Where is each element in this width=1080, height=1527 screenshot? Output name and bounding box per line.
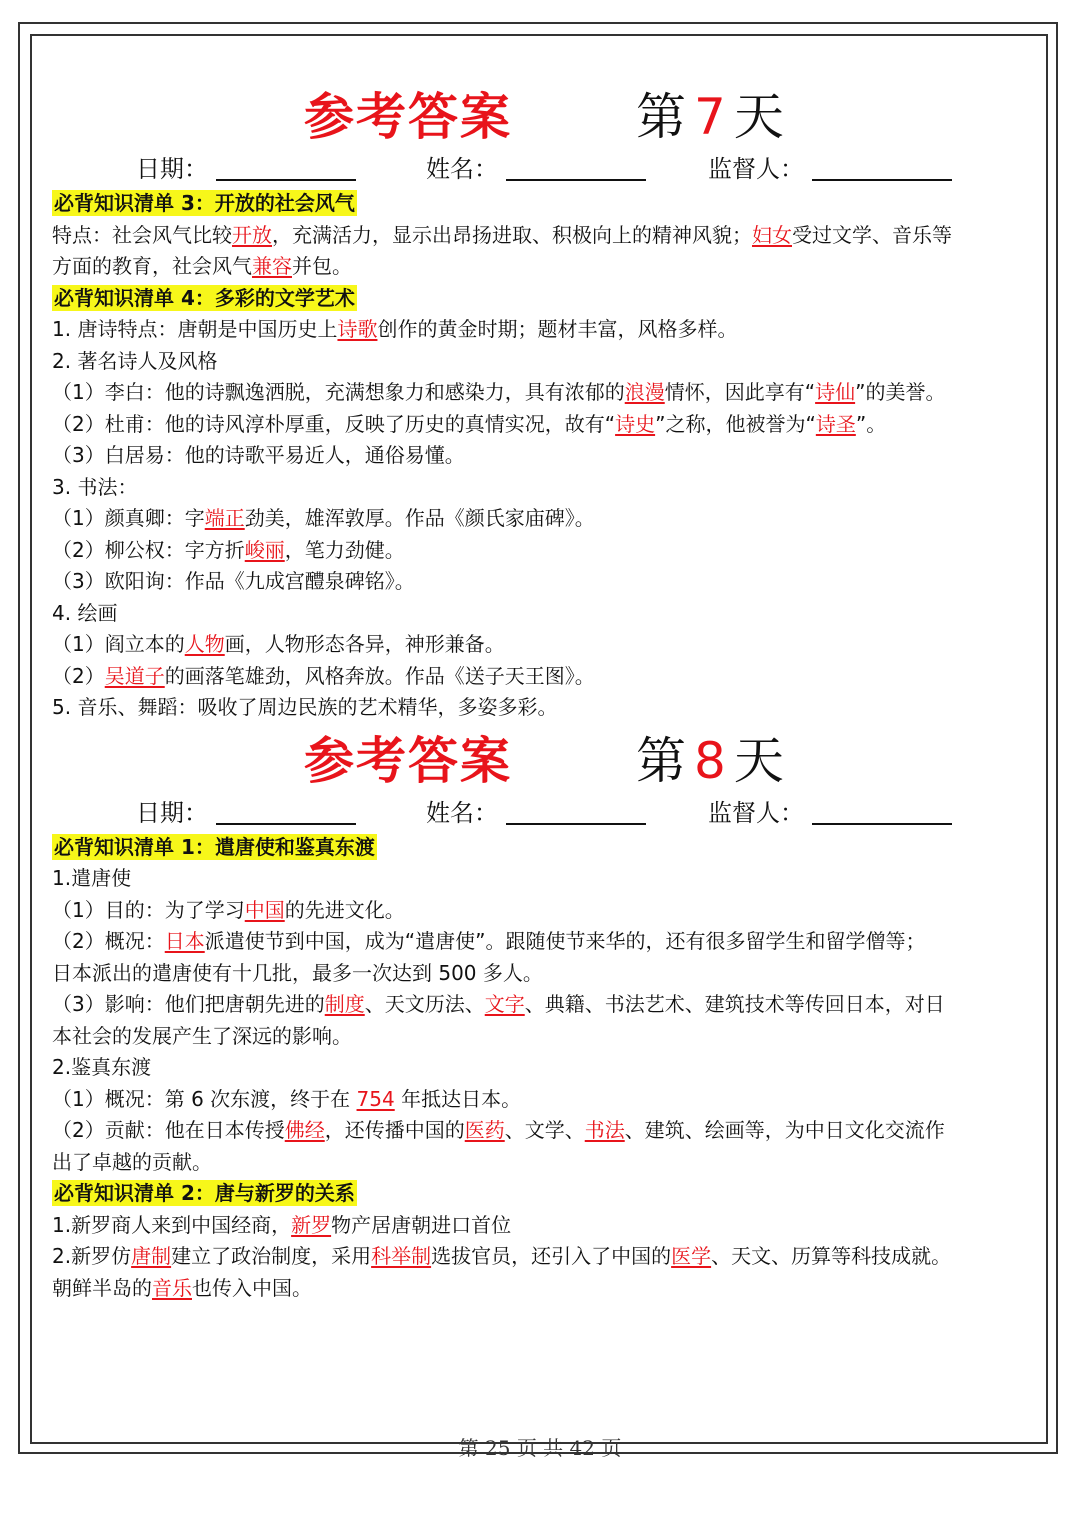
day8-date-field[interactable]: 日期：	[136, 794, 356, 832]
day8-name-field[interactable]: 姓名：	[426, 794, 646, 832]
day7-meta-row	[52, 150, 1032, 188]
day8-title: 参考答案	[304, 731, 512, 790]
day8-q2-2-cont: 出了卓越的贡献。	[52, 1149, 212, 1174]
day7-p4: 4. 绘画	[52, 600, 118, 625]
day8-day-label: 第 8 天	[636, 731, 784, 790]
day8-header	[52, 728, 1032, 794]
day7-p2-1: （1）李白：他的诗飘逸洒脱，充满想象力和感染力，具有浓郁的浪漫情怀，因此享有“诗仙”的美誉。	[52, 380, 946, 404]
day7-p3: 3. 书法：	[52, 474, 138, 499]
day8-q1-3: （3）影响：他们把唐朝先进的制度、天文历法、文字、典籍、书法艺术、建筑技术等传回日本，对日	[52, 992, 945, 1016]
day7-s3-line1: 特点：社会风气比较开放，充满活力，显示出昂扬进取、积极向上的精神风貌；妇女受过文学、音乐等	[52, 222, 952, 247]
day7-supervisor-field[interactable]: 监督人：	[708, 150, 952, 188]
day7-title: 参考答案	[304, 88, 512, 146]
day8-q1-3-cont: 本社会的发展产生了深远的影响。	[52, 1023, 352, 1048]
day8-supervisor-field[interactable]: 监督人：	[708, 794, 952, 832]
day8-q2: 2.鉴真东渡	[52, 1055, 152, 1079]
day8-q1-2: （2）概况：日本派遣使节到中国，成为“遣唐使”。跟随使节来华的，还有很多留学生和留学僧等；	[52, 929, 926, 953]
worksheet-content	[52, 84, 1032, 1304]
day7-header	[52, 84, 1032, 150]
day7-name-field[interactable]: 姓名：	[426, 150, 646, 188]
day7-p4-1: （1）阎立本的人物画，人物形态各异，神形兼备。	[52, 632, 505, 656]
day8-section2-heading: 必背知识清单 2：唐与新罗的关系	[54, 1181, 355, 1205]
day8-day-number: 8	[694, 731, 726, 790]
day8-q1-1: （1）目的：为了学习中国的先进文化。	[52, 897, 405, 922]
day8-meta-row	[52, 794, 1032, 832]
day8-r3: 朝鲜半岛的音乐也传入中国。	[52, 1275, 312, 1300]
day8-r2: 2.新罗仿唐制建立了政治制度，采用科举制选拔官员，还引入了中国的医学、天文、历算等科技成就。	[52, 1244, 952, 1268]
day7-p2: 2. 著名诗人及风格	[52, 348, 218, 373]
day7-p1: 1. 唐诗特点：唐朝是中国历史上诗歌创作的黄金时期；题材丰富，风格多样。	[52, 317, 738, 341]
day7-day-number: 7	[694, 88, 726, 146]
day7-p3-2: （2）柳公权：字方折峻丽，笔力劲健。	[52, 537, 405, 562]
page-number-footer: 第 25 页 共 42 页	[458, 1436, 622, 1460]
day8-r1: 1.新罗商人来到中国经商，新罗物产居唐朝进口首位	[52, 1212, 512, 1237]
day8-q2-1: （1）概况：第 6 次东渡，终于在 754 年抵达日本。	[52, 1086, 522, 1111]
day7-date-field[interactable]: 日期：	[136, 150, 356, 188]
day7-p5: 5. 音乐、舞蹈：吸收了周边民族的艺术精华，多姿多彩。	[52, 695, 558, 719]
day7-p2-3: （3）白居易：他的诗歌平易近人，通俗易懂。	[52, 443, 465, 467]
day7-section3-heading: 必背知识清单 3：开放的社会风气	[54, 191, 355, 215]
day7-day-label: 第 7 天	[636, 88, 784, 146]
day8-q2-2: （2）贡献：他在日本传授佛经，还传播中国的医药、文学、书法、建筑、绘画等，为中日文化交流作	[52, 1118, 945, 1142]
day7-s3-line2: 方面的教育，社会风气兼容并包。	[52, 254, 352, 278]
day7-section4-heading: 必背知识清单 4：多彩的文学艺术	[54, 285, 355, 310]
day8-q1-2-cont: 日本派出的遣唐使有十几批，最多一次达到 500 多人。	[52, 960, 543, 985]
day7-p3-1: （1）颜真卿：字端正劲美，雄浑敦厚。作品《颜氏家庙碑》。	[52, 506, 595, 530]
day7-p3-3: （3）欧阳询：作品《九成宫醴泉碑铭》。	[52, 569, 415, 593]
day7-p4-2: （2）吴道子的画落笔雄劲，风格奔放。作品《送子天王图》。	[52, 663, 595, 688]
day7-p2-2: （2）杜甫：他的诗风淳朴厚重，反映了历史的真情实况，故有“诗史”之称，他被誉为“诗圣”。	[52, 411, 887, 436]
day8-q1: 1.遣唐使	[52, 866, 132, 890]
day8-section1-heading: 必背知识清单 1：遣唐使和鉴真东渡	[54, 834, 375, 859]
